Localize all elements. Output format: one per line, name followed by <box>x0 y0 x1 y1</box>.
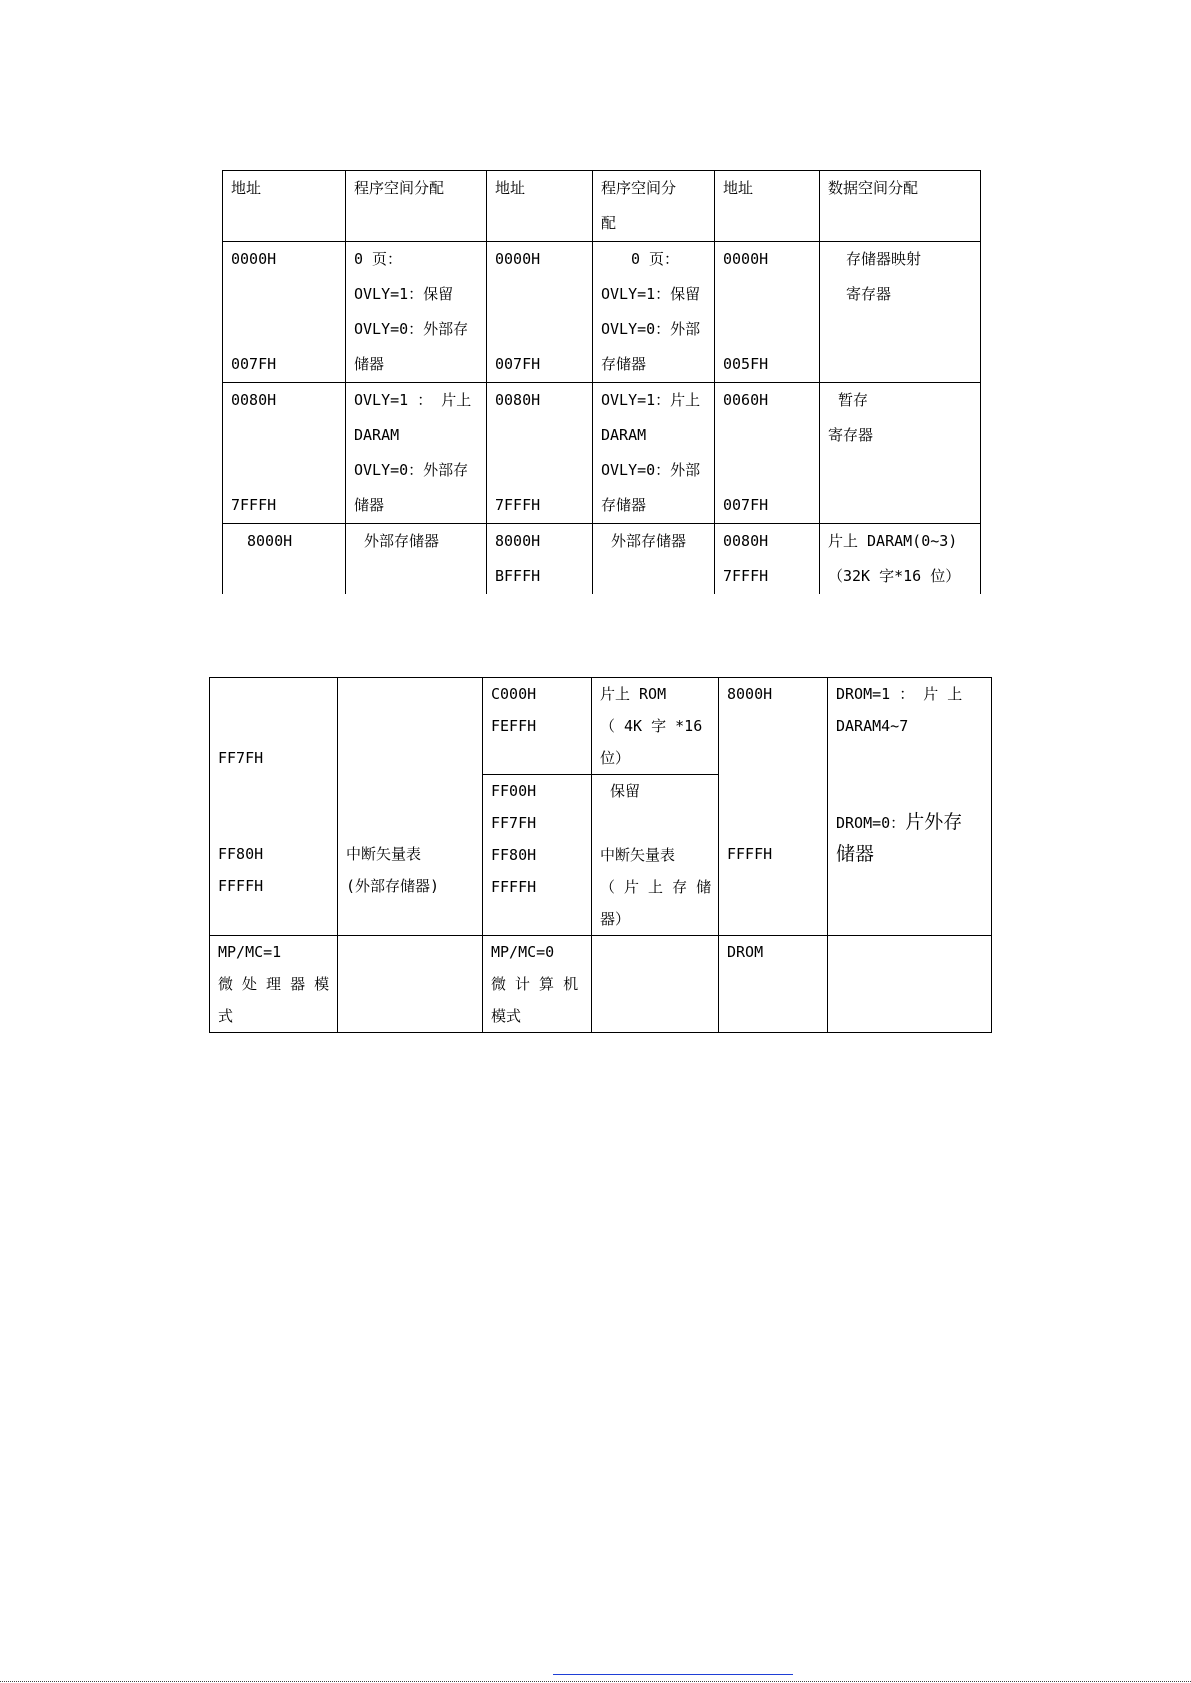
header-address-3: 地址 <box>715 171 820 242</box>
table-row <box>223 242 981 383</box>
empty-cell <box>592 936 719 1033</box>
data-space-cell: DROM=1 ： 片 上 DARAM4~7 DROM=0：片外存 储器 <box>828 678 992 936</box>
mode-cell: MP/MC=1 微 处 理 器 模 式 <box>210 936 338 1033</box>
address-cell: 0000H 007FH <box>487 242 593 383</box>
footer-divider <box>0 1681 1191 1682</box>
header-address-2: 地址 <box>487 171 593 242</box>
address-cell: 0080H 7FFFH <box>487 383 593 524</box>
program-space-cell: 0 页： OVLY=1：保留 OVLY=0：外部存 储器 <box>346 242 487 383</box>
header-address-1: 地址 <box>223 171 346 242</box>
header-program-space-1: 程序空间分配 <box>346 171 487 242</box>
program-space-cell: OVLY=1：片上 DARAM OVLY=0：外部 存储器 <box>593 383 715 524</box>
table-row <box>210 678 992 775</box>
table1-header-row <box>223 171 981 242</box>
data-space-cell: 存储器映射 寄存器 <box>820 242 981 383</box>
program-space-cell: 中断矢量表 (外部存储器) <box>338 678 483 936</box>
header-program-space-2: 程序空间分 配 <box>593 171 715 242</box>
address-cell: FF00H FF7FH FF80H FFFFH <box>483 775 592 936</box>
address-cell: 8000H <box>223 524 346 595</box>
empty-cell <box>338 936 483 1033</box>
program-space-cell: 保留 中断矢量表 （ 片 上 存 储 器） <box>592 775 719 936</box>
data-space-cell: 暂存 寄存器 <box>820 383 981 524</box>
address-cell: C000H FEFFH <box>483 678 592 775</box>
program-space-cell: 0 页： OVLY=1：保留 OVLY=0：外部 存储器 <box>593 242 715 383</box>
program-space-cell: OVLY=1 ： 片上 DARAM OVLY=0：外部存 储器 <box>346 383 487 524</box>
address-cell: FF7FH FF80H FFFFH <box>210 678 338 936</box>
header-data-space: 数据空间分配 <box>820 171 981 242</box>
program-space-cell: 片上 ROM （ 4K 字 *16 位） <box>592 678 719 775</box>
empty-cell <box>828 936 992 1033</box>
program-data-space-table-1 <box>222 170 981 594</box>
table-row <box>223 524 981 595</box>
address-cell: 0060H 007FH <box>715 383 820 524</box>
data-space-cell: 片上 DARAM(0~3) （32K 字*16 位） <box>820 524 981 595</box>
drom-cell: DROM <box>719 936 828 1033</box>
address-cell: 0000H 007FH <box>223 242 346 383</box>
address-cell: 8000H FFFFH <box>719 678 828 936</box>
address-cell: 0080H 7FFFH <box>223 383 346 524</box>
table-row <box>210 936 992 1033</box>
address-cell: 8000H BFFFH <box>487 524 593 595</box>
program-space-cell: 外部存储器 <box>346 524 487 595</box>
mode-cell: MP/MC=0 微 计 算 机 模式 <box>483 936 592 1033</box>
program-space-cell: 外部存储器 <box>593 524 715 595</box>
program-data-space-table-2 <box>209 677 992 1033</box>
table-row <box>223 383 981 524</box>
address-cell: 0000H 005FH <box>715 242 820 383</box>
address-cell: 0080H 7FFFH <box>715 524 820 595</box>
footer-link-underline[interactable] <box>553 1674 793 1675</box>
